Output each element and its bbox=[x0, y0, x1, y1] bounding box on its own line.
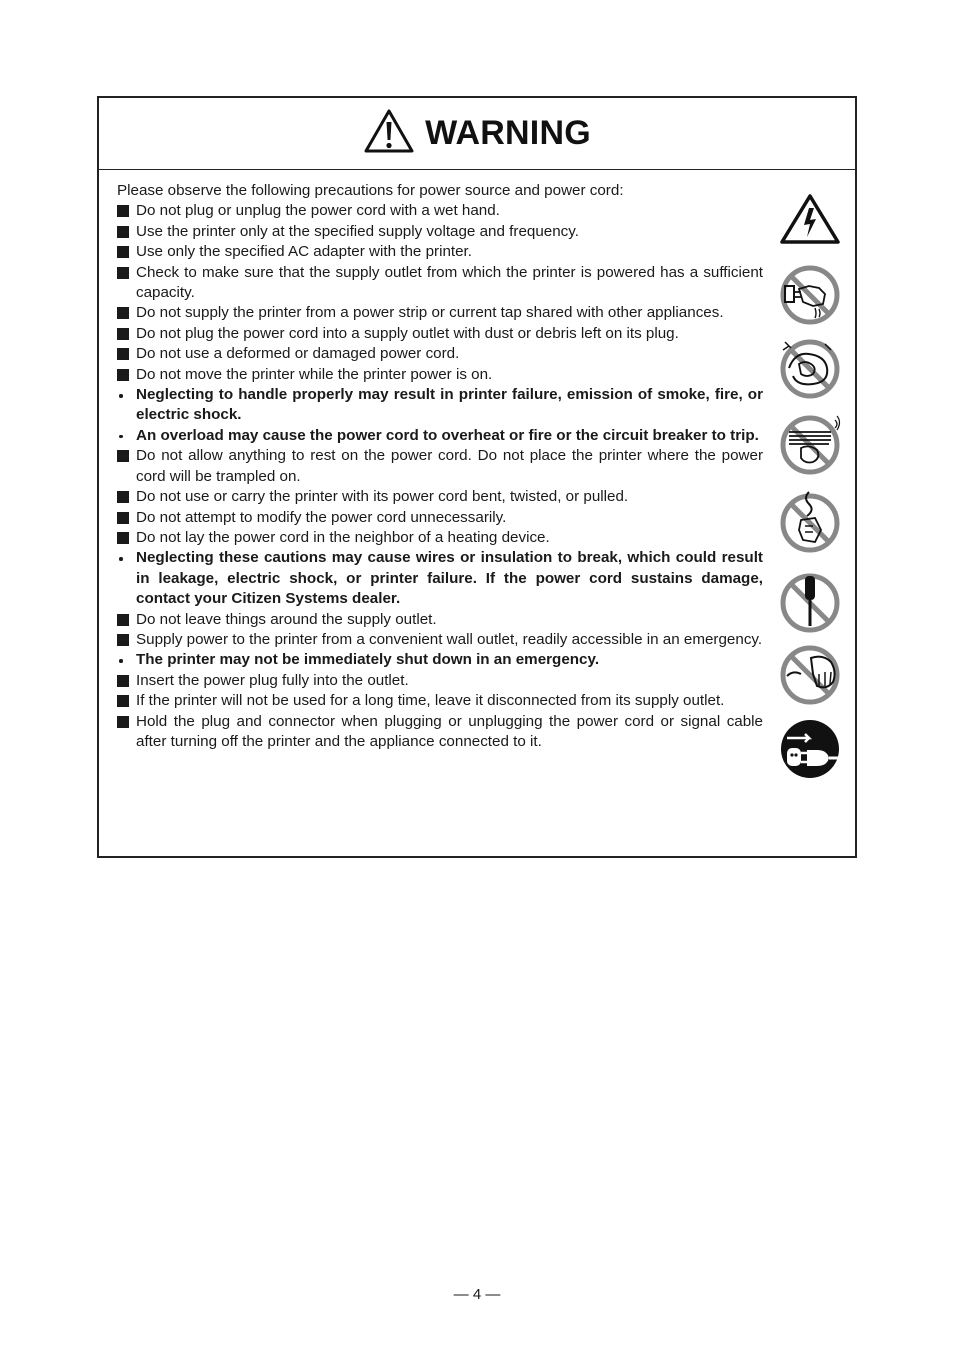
bullet-square-icon bbox=[117, 365, 136, 385]
precaution-item bbox=[117, 222, 763, 242]
precaution-item bbox=[117, 712, 763, 753]
warning-header bbox=[99, 98, 855, 170]
precaution-item bbox=[117, 691, 763, 711]
precaution-item bbox=[117, 344, 763, 364]
bullet-dot-icon bbox=[117, 548, 136, 609]
precaution-item bbox=[117, 324, 763, 344]
bullet-square-icon bbox=[117, 630, 136, 650]
bullet-square-icon bbox=[117, 303, 136, 323]
precaution-item bbox=[117, 365, 763, 385]
bullet-square-icon bbox=[117, 487, 136, 507]
item-text: Do not attempt to modify the power cord unnecessarily. bbox=[136, 508, 507, 526]
item-text: Check to make sure that the supply outlet from which the printer is powered has a sufficient capacity. bbox=[136, 263, 763, 302]
bullet-square-icon bbox=[117, 508, 136, 528]
item-text: Use the printer only at the specified supply voltage and frequency. bbox=[136, 222, 579, 240]
item-text: Do not move the printer while the printer power is on. bbox=[136, 365, 493, 383]
intro-text: Please observe the following precautions for power source and power cord: bbox=[117, 182, 624, 199]
precaution-item bbox=[117, 610, 763, 630]
precaution-item bbox=[117, 528, 763, 548]
bullet-square-icon bbox=[117, 201, 136, 221]
item-text: Do not use a deformed or damaged power cord. bbox=[136, 345, 460, 363]
bullet-square-icon bbox=[117, 446, 136, 487]
bullet-square-icon bbox=[117, 671, 136, 691]
precaution-item bbox=[117, 263, 763, 304]
precaution-item bbox=[117, 303, 763, 323]
bullet-square-icon bbox=[117, 691, 136, 711]
precaution-item bbox=[117, 508, 763, 528]
bullet-square-icon bbox=[117, 610, 136, 630]
bullet-dot-icon bbox=[117, 426, 136, 446]
warning-triangle-icon bbox=[363, 108, 415, 154]
item-text: Use only the specified AC adapter with the printer. bbox=[136, 243, 472, 261]
bullet-square-icon bbox=[117, 712, 136, 753]
electric-shock-warning-icon bbox=[779, 193, 841, 245]
caution-note bbox=[117, 426, 763, 446]
item-text: An overload may cause the power cord to overheat or fire or the circuit breaker to trip. bbox=[136, 426, 759, 444]
bullet-square-icon bbox=[117, 242, 136, 262]
item-text: Do not lay the power cord in the neighbor of a heating device. bbox=[136, 528, 550, 546]
bullet-square-icon bbox=[117, 263, 136, 304]
item-text: Do not use or carry the printer with its power cord bent, twisted, or pulled. bbox=[136, 488, 629, 506]
precaution-item bbox=[117, 446, 763, 487]
bullet-dot-icon bbox=[117, 650, 136, 670]
no-bent-cord-icon bbox=[779, 490, 841, 554]
no-disassembly-icon bbox=[779, 572, 841, 634]
item-text: Do not plug the power cord into a supply outlet with dust or debris left on its plug. bbox=[136, 324, 679, 342]
item-text: Supply power to the printer from a convenient wall outlet, readily accessible in an emergency. bbox=[136, 630, 763, 648]
bullet-square-icon bbox=[117, 528, 136, 548]
item-text: The printer may not be immediately shut down in an emergency. bbox=[136, 651, 600, 669]
no-touch-icon bbox=[779, 644, 843, 706]
warning-title: WARNING bbox=[425, 114, 591, 152]
item-text: Do not allow anything to rest on the power cord. Do not place the printer where the power cord will be trampled on. bbox=[136, 447, 763, 485]
item-text: Do not leave things around the supply outlet. bbox=[136, 610, 437, 628]
item-text: Do not supply the printer from a power strip or current tap shared with other appliances. bbox=[136, 304, 724, 322]
item-text: Neglecting to handle properly may result in printer failure, emission of smoke, fire, or electric shock. bbox=[136, 386, 763, 424]
bullet-square-icon bbox=[117, 222, 136, 242]
caution-note bbox=[117, 650, 763, 670]
no-damaged-cord-icon bbox=[779, 338, 841, 400]
no-wet-hand-plug-icon bbox=[779, 264, 841, 326]
bullet-square-icon bbox=[117, 344, 136, 364]
item-text: Insert the power plug fully into the outlet. bbox=[136, 671, 409, 689]
item-text: Do not plug or unplug the power cord with a wet hand. bbox=[136, 202, 500, 220]
precaution-item bbox=[117, 201, 763, 221]
no-heat-source-icon bbox=[779, 414, 843, 476]
warning-content bbox=[117, 181, 763, 752]
caution-note bbox=[117, 548, 763, 609]
precaution-item bbox=[117, 487, 763, 507]
caution-note bbox=[117, 385, 763, 426]
bullet-dot-icon bbox=[117, 385, 136, 426]
item-text: Hold the plug and connector when plugging or unplugging the power cord or signal cable after turning off the printer and the appliance connected to it. bbox=[136, 712, 763, 750]
bullet-square-icon bbox=[117, 324, 136, 344]
precaution-item bbox=[117, 242, 763, 262]
warning-box bbox=[97, 96, 857, 858]
precaution-list bbox=[117, 201, 763, 752]
item-text: If the printer will not be used for a long time, leave it disconnected from its supply outlet. bbox=[136, 692, 725, 710]
precaution-item bbox=[117, 630, 763, 650]
item-text: Neglecting these cautions may cause wires or insulation to break, which could result in leakage, electric shock, or printer failure. If the power cord sustains damage, contact your Citizen Systems dealer. bbox=[136, 549, 763, 608]
page-number: — 4 — bbox=[453, 1286, 501, 1303]
precaution-item bbox=[117, 671, 763, 691]
unplug-icon bbox=[779, 718, 841, 780]
